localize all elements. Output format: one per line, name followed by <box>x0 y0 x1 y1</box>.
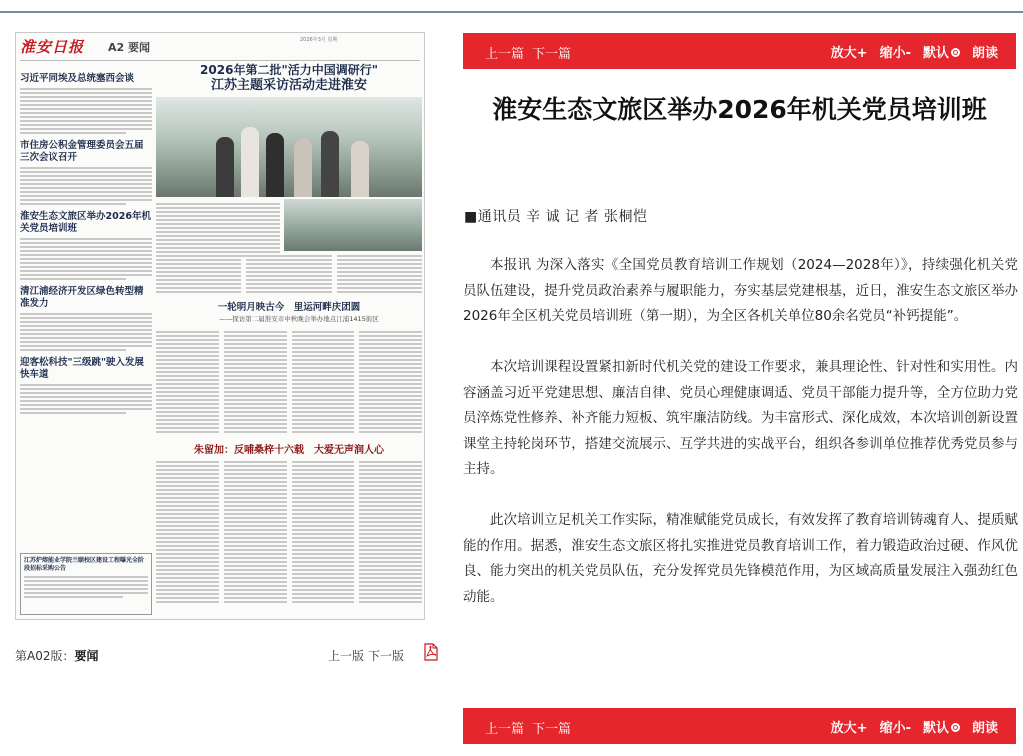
paper-story-heading[interactable]: 淮安生态文旅区举办2026年机关党员培训班 <box>20 211 151 234</box>
edition-prefix: 第A02版： <box>15 649 75 663</box>
paper-masthead <box>20 35 420 61</box>
paper-notice-box[interactable] <box>20 553 152 615</box>
paper-left-column <box>20 69 152 613</box>
zoom-in-button[interactable]: 放大+ <box>830 46 868 61</box>
article-title: 淮安生态文旅区举办2026年机关党员培训班 <box>492 95 987 124</box>
article-paragraph: 本次培训课程设置紧扣新时代机关党的建设工作要求，兼具理论性、针对性和实用性。内容涵盖习近平党建思想、廉洁自律、党员心理健康调适、党员干部能力提升等，全方位助力党员淬炼党性修养、补齐能力短板、筑牢廉洁防线。为丰富形式、深化成效，本次培训创新设置课堂主持轮岗环节，搭建交流展示、互学共进的实战平台，组织各参训单位推荐优秀党员参与主持。 <box>463 359 1018 477</box>
default-size-button[interactable] <box>923 42 960 61</box>
read-aloud-button[interactable]: 朗读 <box>971 721 998 736</box>
article-paragraph: 此次培训立足机关工作实际，精准赋能党员成长，有效发挥了教育培训铸魂育人、提质赋能的作用。据悉，淮安生态文旅区将扎实推进党员教育培训工作，着力锻造政治过硬、作风优良、能力突出的机关党员队伍，充分发挥党员先锋模范作用，为区域高质量发展注入强劲红色动能。 <box>463 512 1018 605</box>
paper-story-heading[interactable]: 市住房公积金管理委员会五届三次会议召开 <box>20 140 144 163</box>
article-byline: ■通讯员 辛 诚 记 者 张桐恺 <box>464 209 648 225</box>
paper-story-heading[interactable]: 迎客松科技"三级跳"驶入发展快车道 <box>20 357 144 380</box>
edition-name: 要闻 <box>74 649 99 663</box>
radio-dot-icon <box>951 723 960 732</box>
default-size-label: 默认 <box>922 46 949 61</box>
zoom-out-button[interactable]: 缩小- <box>879 721 911 736</box>
zoom-out-button[interactable]: 缩小- <box>879 46 911 61</box>
next-article-link[interactable]: 下一篇 <box>532 47 572 62</box>
newspaper-page-thumbnail[interactable] <box>15 32 425 620</box>
article-toolbar-top <box>463 33 1016 69</box>
next-article-link[interactable]: 下一篇 <box>532 722 572 737</box>
article-toolbar-bottom <box>463 708 1016 744</box>
default-size-button[interactable] <box>923 717 960 736</box>
prev-page-link[interactable]: 上一版 <box>328 649 365 663</box>
paper-story-heading[interactable]: 清江浦经济开发区绿色转型精准发力 <box>20 286 144 309</box>
page-navigation <box>328 647 408 664</box>
paper-main-area <box>156 63 422 615</box>
paper-date-meta: 2026年3月 星期 <box>300 37 338 43</box>
zoom-in-button[interactable]: 放大+ <box>830 721 868 736</box>
default-size-label: 默认 <box>922 721 949 736</box>
pdf-icon[interactable] <box>423 643 439 661</box>
paper-lead-title-line2[interactable]: 江苏主题采访活动走进淮安 <box>210 78 367 93</box>
prev-article-link[interactable]: 上一篇 <box>485 722 525 737</box>
paper-notice-heading: 江苏炉熔能业学院兰颐校区建设工程曝光全阶段招标采购公告 <box>24 557 145 572</box>
paper-profile-title[interactable]: 朱留加：反哺桑梓十六载 大爱无声润人心 <box>194 445 384 456</box>
paper-logo: 淮安日报 <box>20 38 85 56</box>
top-divider <box>0 11 1023 13</box>
radio-dot-icon <box>951 48 960 57</box>
paper-feature-subtitle: ——探访第二届淮安市中秋晚会举办地点江浦1415街区 <box>219 315 379 323</box>
next-page-link[interactable]: 下一版 <box>368 649 405 663</box>
paper-lead-photo <box>156 97 422 197</box>
paper-secondary-photo <box>284 199 422 251</box>
paper-story-heading[interactable]: 习近平同埃及总统塞西会谈 <box>20 73 135 84</box>
paper-lead-title[interactable]: 2026年第二批"活力中国调研行" <box>200 63 378 77</box>
paper-section-label: A2 要闻 <box>108 41 150 54</box>
paper-feature-title[interactable]: 一轮明月映古今 里运河畔庆团圆 <box>217 302 361 313</box>
prev-article-link[interactable]: 上一篇 <box>485 47 525 62</box>
article-paragraph: 本报讯 为深入落实《全国党员教育培训工作规划（2024—2028年）》，持续强化机关党员队伍建设，提升党员政治素养与履职能力，夯实基层党建根基，近日，淮安生态文旅区举办2026年全区机关党员培训班（第一期），为全区各机关单位80余名党员“补钙提能”。 <box>463 257 1018 324</box>
edition-label <box>15 647 99 664</box>
article-body <box>463 253 1018 636</box>
read-aloud-button[interactable]: 朗读 <box>971 46 998 61</box>
